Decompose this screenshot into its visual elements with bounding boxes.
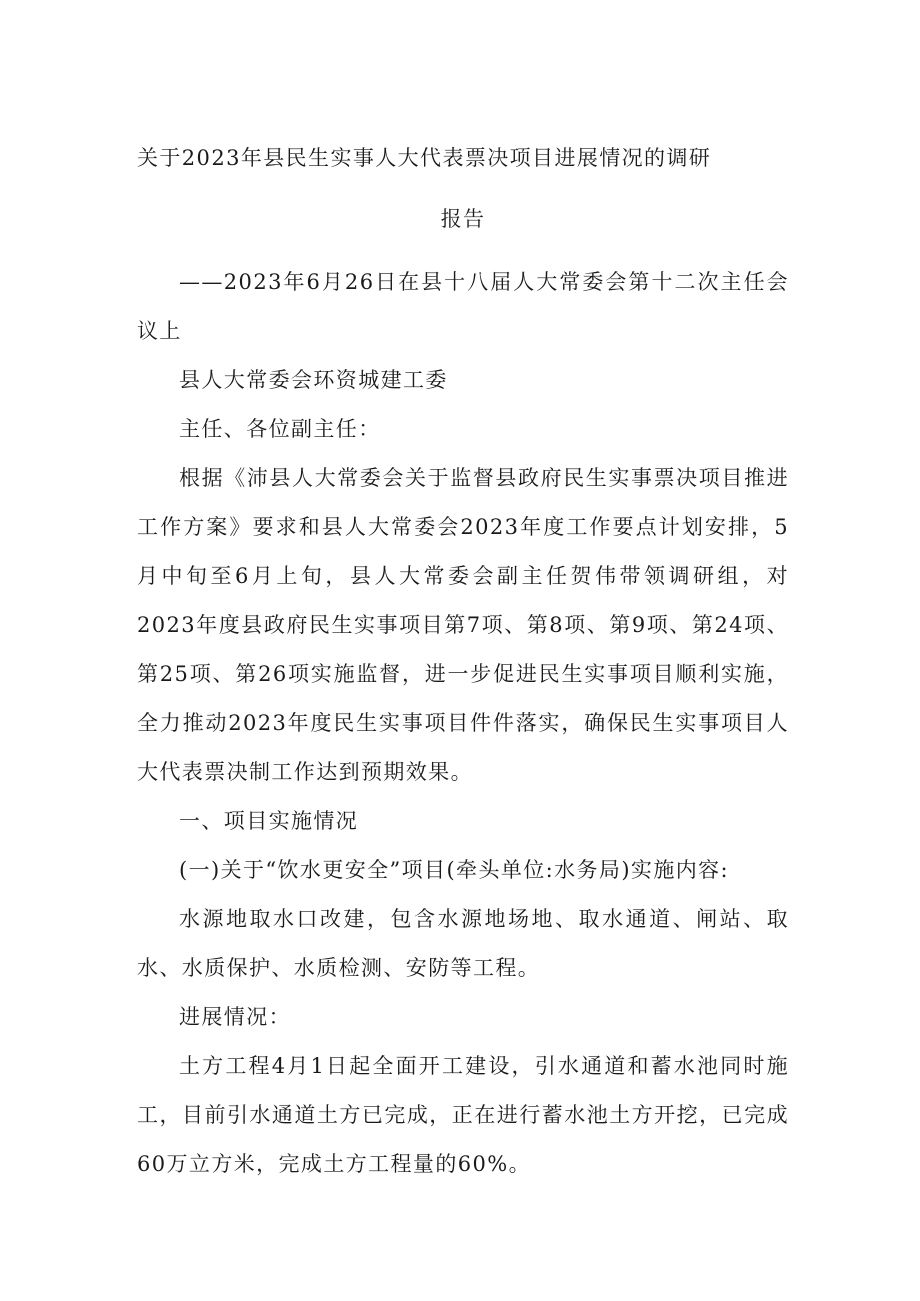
- document-subtitle: ——2023年6月26日在县十八届人大常委会第十二次主任会议上: [137, 270, 789, 343]
- progress-paragraph: 土方工程4月1日起全面开工建设，引水通道和蓄水池同时施工，目前引水通道土方已完成，正在进行蓄水池土方开挖，已完成60万立方米，完成土方工程量的60%。: [137, 1054, 789, 1176]
- document-salutation: 主任、各位副主任：: [179, 417, 381, 441]
- intro-paragraph: 根据《沛县人大常委会关于监督县政府民生实事票决项目推进工作方案》要求和县人大常委会2023年度工作要点计划安排，5月中旬至6月上旬，县人大常委会副主任贺伟带领调研组，对2023年度县政府民生实事项目第7项、第8项、第9项、第24项、第25项、第26项实施监督，进一步促进民生实事项目顺利实施，全力推动2023年度民生实事项目件件落实，确保民生实事项目人大代表票决制工作达到预期效果。: [137, 466, 789, 784]
- document-author: 县人大常委会环资城建工委: [179, 368, 448, 392]
- section-1-heading: 一、项目实施情况: [179, 809, 359, 833]
- progress-label: 进展情况：: [179, 1005, 291, 1029]
- item-1-content: 水源地取水口改建，包含水源地场地、取水通道、闸站、取水、水质保护、水质检测、安防等工程。: [137, 907, 789, 980]
- document-title-line-1: 关于2023年县民生实事人大代表票决项目进展情况的调研: [137, 146, 712, 170]
- document-title-line-2: 报告: [440, 207, 486, 231]
- item-1-heading: (一)关于“饮水更安全”项目(牵头单位:水务局)实施内容:: [179, 858, 729, 882]
- document-body: [137, 134, 789, 1189]
